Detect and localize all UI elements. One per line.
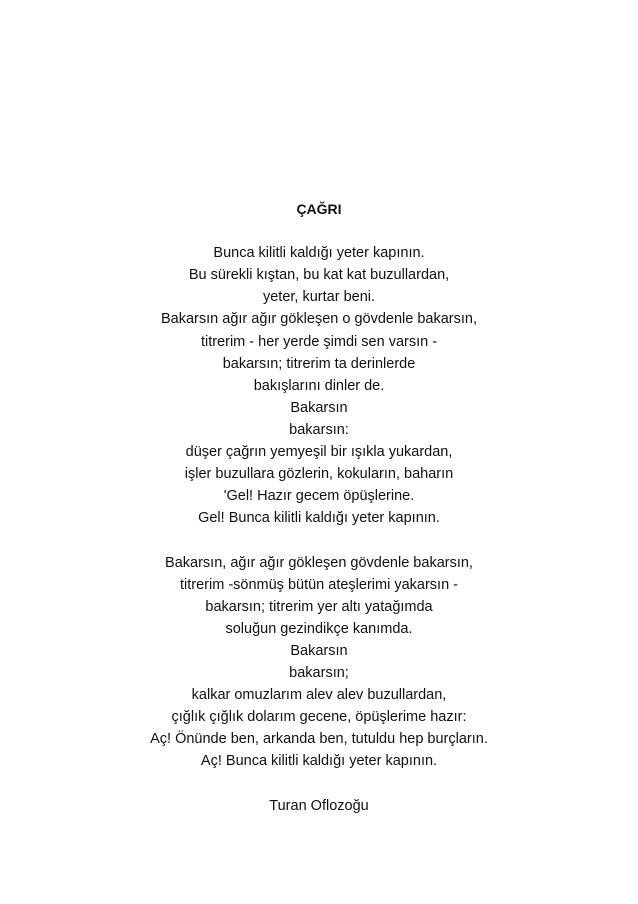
poem-line: çığlık çığlık dolarım gecene, öpüşlerime hazır: bbox=[171, 709, 467, 726]
poem-line: Aç! Bunca kilitli kaldığı yeter kapının. bbox=[200, 753, 438, 770]
poem-line: işler buzullara gözlerin, kokuların, baharın bbox=[184, 466, 454, 483]
poem-line: Bakarsın bbox=[290, 399, 348, 416]
stanza-2 bbox=[0, 552, 638, 773]
poem-line: yeter, kurtar beni. bbox=[262, 289, 376, 306]
poem-line: Bakarsın ağır ağır gökleşen o gövdenle bakarsın, bbox=[161, 311, 477, 328]
spacer bbox=[0, 220, 638, 242]
poem-line: bakarsın; bbox=[289, 664, 349, 681]
poem-line: Bakarsın bbox=[290, 642, 348, 659]
poem-line: soluğun gezindikçe kanımda. bbox=[225, 620, 413, 637]
poem-line: titrerim -sönmüş bütün ateşlerimi yakarsın - bbox=[180, 576, 458, 593]
poem-line: bakarsın; titrerim yer altı yatağımda bbox=[205, 598, 433, 615]
poem-line: bakarsın; titrerim ta derinlerde bbox=[222, 355, 416, 372]
stanza-1 bbox=[0, 242, 638, 529]
poem bbox=[0, 198, 638, 817]
spacer bbox=[0, 529, 638, 551]
poem-line: Bu sürekli kıştan, bu kat kat buzullardan, bbox=[188, 267, 450, 284]
poem-line: bakışlarını dinler de. bbox=[253, 377, 385, 394]
poem-line: 'Gel! Hazır gecem öpüşlerine. bbox=[223, 488, 415, 505]
poem-line: bakarsın: bbox=[289, 421, 349, 438]
poem-line: kalkar omuzlarım alev alev buzullardan, bbox=[191, 687, 447, 704]
poem-line: titrerim - her yerde şimdi sen varsın - bbox=[200, 333, 438, 350]
poem-line: Aç! Önünde ben, arkanda ben, tutuldu hep burçların. bbox=[150, 731, 488, 748]
poem-line: Bunca kilitli kaldığı yeter kapının. bbox=[213, 245, 425, 262]
spacer bbox=[0, 772, 638, 794]
poem-title: ÇAĞRI bbox=[296, 201, 342, 217]
poem-author: Turan Oflozoğu bbox=[269, 797, 369, 814]
poem-line: Bakarsın, ağır ağır gökleşen gövdenle bakarsın, bbox=[165, 554, 473, 571]
poem-line: Gel! Bunca kilitli kaldığı yeter kapının. bbox=[198, 510, 440, 527]
poem-line: düşer çağrın yemyeşil bir ışıkla yukardan, bbox=[185, 444, 453, 461]
